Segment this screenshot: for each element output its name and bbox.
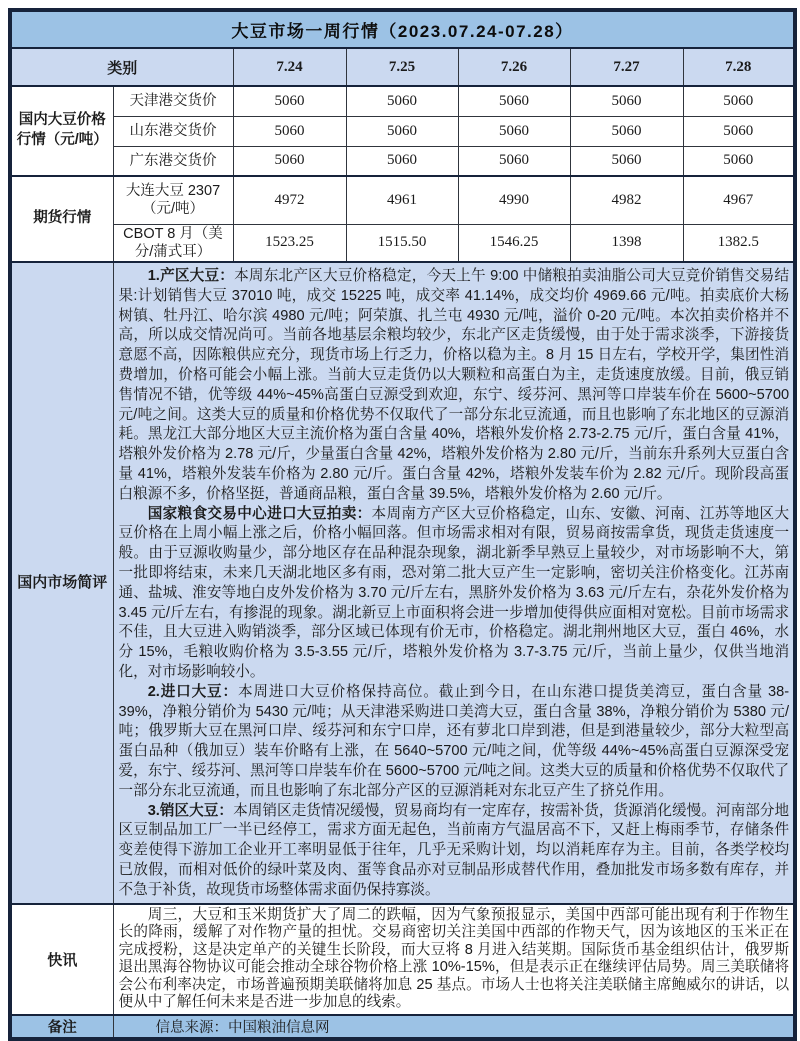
- paragraph-lead: 国家粮食交易中心进口大豆拍卖：: [147, 505, 372, 522]
- price-cell: 5060: [346, 116, 458, 146]
- market-review-row: [10, 262, 795, 904]
- flash-news-text: [113, 904, 795, 1016]
- section-label-domestic-prices: 国内大豆价格行情（元/吨）: [10, 86, 113, 176]
- futures-cell: 4961: [346, 176, 458, 224]
- date-header-cell: 7.25: [346, 48, 458, 86]
- futures-cell: 4982: [570, 176, 683, 224]
- paragraph-body: 本周销区走货情况缓慢，贸易商均有一定库存，按需补货，货源消化缓慢。河南部分地区豆制品加工厂一半已经停工，需求方面无起色，当前南方气温居高不下，又赶上梅雨季节，存储条件变差使得下游加工企业开工率明显低于往年，几乎无采购计划，均以消耗库存为主。目前，各类学校均已放假，而相对低价的绿叶菜及肉、蛋等食品亦对豆制品形成替代作用，叠加批发市场多数有库存，并不急于补货，故现货市场整体需求面仍保持寡淡。: [118, 802, 790, 898]
- price-cell: 5060: [233, 86, 346, 116]
- price-cell: 5060: [233, 146, 346, 176]
- price-cell: 5060: [570, 146, 683, 176]
- futures-cell: 1546.25: [458, 224, 570, 262]
- futures-row-dalian: [10, 176, 795, 224]
- row-label-cbot-august: CBOT 8 月（美分/蒲式耳）: [113, 224, 233, 262]
- section-label-notes: 备注: [10, 1015, 113, 1039]
- domestic-price-row-guangdong: [10, 146, 795, 176]
- flash-news-row: [10, 904, 795, 1016]
- futures-cell: 4967: [683, 176, 795, 224]
- price-cell: 5060: [346, 146, 458, 176]
- paragraph-lead: 3.销区大豆：: [147, 802, 234, 819]
- section-label-flash-news: 快讯: [10, 904, 113, 1016]
- date-header-cell: 7.27: [570, 48, 683, 86]
- title-row: [10, 10, 795, 48]
- futures-cell: 4972: [233, 176, 346, 224]
- date-header-cell: 7.28: [683, 48, 795, 86]
- paragraph-lead: 2.进口大豆：: [147, 683, 238, 700]
- row-label-tianjin-port: 天津港交货价: [113, 86, 233, 116]
- paragraph-body: 本周进口大豆价格保持高位。截止到今日，在山东港口提货美湾豆，蛋白含量 38-39%，净粮分销价为 5430 元/吨；从天津港采购进口美湾大豆，蛋白含量 38%，净粮分销价为 5380 元/吨；俄罗斯大豆在黑河口岸、绥芬河和东宁口岸，还有萝北口岸到港，但是到港量较少，部分大粒型高蛋白品种（俄加豆）装车价略有上涨，在 5640~5700 元/吨之间，优等级 44%~45%高蛋白豆源深受宠爱，东宁、绥芬河、黑河等口岸装车价在 5600~5700 元/吨之间。这类大豆的质量和价格优势不仅取代了一部分东北豆流通，而且也影响了东北部分产区的豆源消耗对东北豆产生了挤兑作用。: [118, 683, 790, 799]
- paragraph-lead: 1.产区大豆：: [147, 268, 235, 284]
- domestic-price-row-tianjin: [10, 86, 795, 116]
- flash-paragraph: 周三，大豆和玉米期货扩大了周二的跌幅，因为气象预报显示，美国中西部可能出现有利于作物生长的降雨，缓解了对作物产量的担忧。交易商密切关注美国中西部的作物天气，因为该地区的玉米正在完成授粉，这是决定单产的关键生长阶段，而大豆将 8 月进入结荚期。国际货币基金组织估计，俄罗斯退出黑海谷物协议可能会推动全球谷物价格上涨 10%-15%，但是表示正在继续评估局势。周三美联储将会公布利率决定，市场普遍预期美联储将加息 25 基点。市场人士也将关注美联储主席鲍威尔的讲话，以便从中了解任何未来是否进一步加息的线索。: [118, 906, 790, 1011]
- price-cell: 5060: [458, 86, 570, 116]
- domestic-price-row-shandong: [10, 116, 795, 146]
- section-label-market-review: 国内市场简评: [10, 262, 113, 904]
- price-cell: 5060: [570, 86, 683, 116]
- row-label-shandong-port: 山东港交货价: [113, 116, 233, 146]
- review-paragraph-grain-center-auction: [119, 505, 790, 683]
- review-paragraph-sales-area: [119, 802, 790, 901]
- price-cell: 5060: [683, 86, 795, 116]
- date-header-cell: 7.24: [233, 48, 346, 86]
- page-title: 大豆市场一周行情（2023.07.24-07.28）: [10, 10, 795, 48]
- notes-row: [10, 1015, 795, 1039]
- price-cell: 5060: [346, 86, 458, 116]
- section-label-futures: 期货行情: [10, 176, 113, 262]
- price-cell: 5060: [683, 116, 795, 146]
- futures-row-cbot: [10, 224, 795, 262]
- market-review-text: [113, 262, 795, 904]
- header-row: [10, 48, 795, 86]
- review-paragraph-imported-soybean: [119, 683, 790, 802]
- futures-cell: 1515.50: [346, 224, 458, 262]
- price-cell: 5060: [233, 116, 346, 146]
- futures-cell: 4990: [458, 176, 570, 224]
- paragraph-body: 本周东北产区大豆价格稳定，今天上午 9:00 中储粮拍卖油脂公司大豆竞价销售交易结果:计划销售大豆 37010 吨，成交 15225 吨，成交率 41.14%，成交均价 4969.66 元/吨。拍卖底价大杨树镇、牡丹江、哈尔滨 4980 元/吨；阿荣旗、扎兰屯 4930 元/吨，溢价 0-20 元/吨。本次拍卖价格并不高，所以成交情况尚可。当前各地基层余粮均较少，东北产区走货缓慢，由于处于需求淡季，下游接货意愿不高，因陈粮供应充分，现货市场上行乏力，价格以稳为主。8 月 15 日左右，学校开学，集团性消费增加，价格可能会小幅上涨。当前大豆走货仍以大颗粒和高蛋白为主，走货速度放缓。目前，俄豆销售情况不错，优等级 44%~45%高蛋白豆源受到欢迎，东宁、绥芬河、黑河等口岸装车价在 5600~5700 元/吨之间。这类大豆的质量和价格优势不仅取代了一部分东北豆流通，而且也影响了东北地区的豆源消耗。黑龙江大部分地区大豆主流价格为蛋白含量 40%，塔粮外发价格 2.73-2.75 元/斤，蛋白含量 41%，塔粮外发价格为 2.78 元/斤，少量蛋白含量 42%，塔粮外发价格为 2.80 元/斤，当前东升系列大豆蛋白含量 41%，塔粮外发装车价格为 2.80 元/斤。蛋白含量 42%，塔粮外发装车价为 2.82 元/斤。现阶段高蛋白粮源不多，价格坚挺，普通商品粮，蛋白含量 39.5%，塔粮外发价格为 2.60 元/斤。: [118, 268, 790, 502]
- row-label-guangdong-port: 广东港交货价: [113, 146, 233, 176]
- futures-cell: 1398: [570, 224, 683, 262]
- paragraph-body: 本周南方产区大豆价格稳定，山东、安徽、河南、江苏等地区大豆价格在上周小幅上涨之后，价格小幅回落。但市场需求相对有限，贸易商按需拿货，现货走货速度一般。由于豆源收购量少，部分地区存在品种混杂现象，湖北新季早熟豆上量较少，对市场影响不大，第一批即将结束，未来几天湖北地区多有雨，恐对第二批大豆产生一定影响，密切关注价格变化。江苏南通、盐城、淮安等地白皮外发价格为 3.70 元/斤左右，黑脐外发价格为 3.63 元/斤左右，杂花外发价格为 3.45 元/斤左右，有掺混的现象。湖北新豆上市面积将会进一步增加使得供应面相对宽松。目前市场需求不佳，且大豆进入购销淡季，部分区域已体现有价无市，价格稳定。湖北荆州地区大豆，蛋白 46%，水分 15%，毛粮收购价格为 3.5-3.55 元/斤，塔粮外发价格为 3.7-3.75 元/斤，当前上量少，仅供当地消化，对市场影响较小。: [118, 505, 790, 680]
- price-cell: 5060: [570, 116, 683, 146]
- row-label-dalian-soybean-2307: 大连大豆 2307（元/吨）: [113, 176, 233, 224]
- price-cell: 5060: [683, 146, 795, 176]
- price-cell: 5060: [458, 146, 570, 176]
- info-source-text: 信息来源：中国粮油信息网: [113, 1015, 795, 1039]
- price-cell: 5060: [458, 116, 570, 146]
- futures-cell: 1523.25: [233, 224, 346, 262]
- date-header-cell: 7.26: [458, 48, 570, 86]
- futures-cell: 1382.5: [683, 224, 795, 262]
- soybean-weekly-report-table: [8, 8, 797, 1041]
- review-paragraph-producing-area: [119, 267, 790, 505]
- category-header-cell: 类别: [10, 48, 233, 86]
